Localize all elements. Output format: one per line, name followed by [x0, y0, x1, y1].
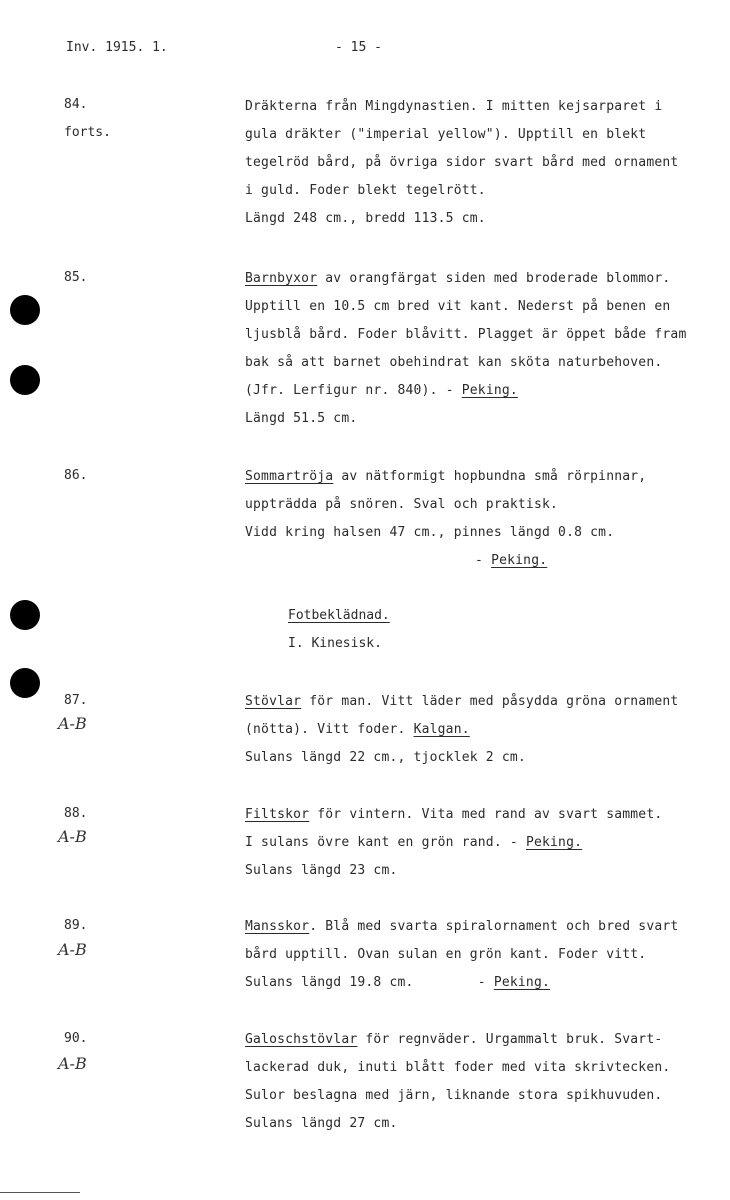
entry-title: Stövlar: [245, 694, 302, 709]
entry-line: för regnväder. Urgammalt bruk. Svart-: [357, 1032, 663, 1047]
entry-number: 87.: [64, 693, 88, 708]
entry-number: 86.: [64, 468, 88, 483]
entry-title: Sommartröja: [245, 469, 334, 484]
entry-title: Galoschstövlar: [245, 1032, 358, 1047]
entry-line: Upptill en 10.5 cm bred vit kant. Nederst på benen en: [245, 299, 671, 314]
punch-hole: [10, 365, 40, 395]
entry-88: [245, 801, 725, 885]
entry-87: [245, 688, 725, 772]
entry-number: 90.: [64, 1031, 88, 1046]
entry-number: 84.: [64, 97, 88, 112]
entry-86: [245, 463, 725, 575]
entry-number: 88.: [64, 806, 88, 821]
entry-title: Mansskor: [245, 919, 310, 934]
entry-90: [245, 1026, 725, 1138]
entry-line: i guld. Foder blekt tegelrött.: [245, 183, 486, 198]
entry-place: Peking.: [461, 383, 518, 398]
section-title: Fotbeklädnad.: [288, 608, 390, 623]
entry-line: tegelröd bård, på övriga sidor svart bård med ornament: [245, 155, 679, 170]
entry-title: Filtskor: [245, 807, 310, 822]
entry-line: (Jfr. Lerfigur nr. 840). -: [245, 383, 462, 398]
entry-line: bak så att barnet obehindrat kan sköta naturbehoven.: [245, 355, 663, 370]
entry-number: 85.: [64, 270, 88, 285]
entry-line: gula dräkter ("imperial yellow"). Upptill en blekt: [245, 127, 647, 142]
punch-hole: [10, 295, 40, 325]
entry-line: bård upptill. Ovan sulan en grön kant. Foder vitt.: [245, 947, 647, 962]
entry-place: Peking.: [493, 975, 551, 990]
inventory-header: Inv. 1915. 1.: [66, 40, 168, 55]
entry-place: Kalgan.: [413, 722, 470, 737]
entry-89: [245, 913, 725, 997]
entry-line: Sulor beslagna med järn, liknande stora spikhuvuden.: [245, 1088, 663, 1103]
entry-line: Längd 51.5 cm.: [245, 411, 358, 426]
entry-line: Sulans längd 27 cm.: [245, 1116, 398, 1131]
entry-line: lackerad duk, inuti blått foder med vita skrivtecken.: [245, 1060, 671, 1075]
footer-rule: [0, 1192, 80, 1193]
punch-hole: [10, 600, 40, 630]
entry-line: ljusblå bård. Foder blåvitt. Plagget är öppet både fram: [245, 327, 687, 342]
entry-place: Peking.: [525, 835, 583, 850]
page-number: - 15 -: [335, 40, 382, 55]
handwritten-mark: A-B: [58, 940, 87, 959]
section-subtitle: I. Kinesisk.: [288, 636, 382, 651]
entry-line: Längd 248 cm., bredd 113.5 cm.: [245, 211, 486, 226]
entry-line: uppträdda på snören. Sval och praktisk.: [245, 497, 559, 512]
entry-line: Sulans längd 19.8 cm. -: [245, 975, 494, 990]
punch-hole: [10, 668, 40, 698]
entry-line: Sulans längd 23 cm.: [245, 863, 398, 878]
entry-line: Vidd kring halsen 47 cm., pinnes längd 0.8 cm.: [245, 525, 615, 540]
entry-line: av nätformigt hopbundna små rörpinnar,: [333, 469, 647, 484]
handwritten-mark: A-B: [58, 1054, 87, 1073]
entry-line: Dräkterna från Mingdynastien. I mitten kejsarparet i: [245, 99, 663, 114]
section-heading: [288, 602, 390, 658]
entry-line: -: [475, 553, 492, 568]
entry-85: [245, 265, 725, 433]
entry-place: Peking.: [491, 553, 548, 568]
entry-number: 89.: [64, 918, 88, 933]
handwritten-mark: A-B: [58, 714, 87, 733]
entry-line: för man. Vitt läder med påsydda gröna ornament: [301, 694, 679, 709]
handwritten-mark: A-B: [58, 827, 87, 846]
entry-line: I sulans övre kant en grön rand. -: [245, 835, 526, 850]
entry-84: [245, 93, 725, 233]
entry-line: av orangfärgat siden med broderade blommor.: [317, 271, 671, 286]
entry-line: . Blå med svarta spiralornament och bred svart: [309, 919, 679, 934]
entry-line: för vintern. Vita med rand av svart sammet.: [309, 807, 663, 822]
entry-title: Barnbyxor: [245, 271, 318, 286]
entry-line: (nötta). Vitt foder.: [245, 722, 414, 737]
entry-line: Sulans längd 22 cm., tjocklek 2 cm.: [245, 750, 526, 765]
entry-continued: forts.: [64, 125, 111, 140]
